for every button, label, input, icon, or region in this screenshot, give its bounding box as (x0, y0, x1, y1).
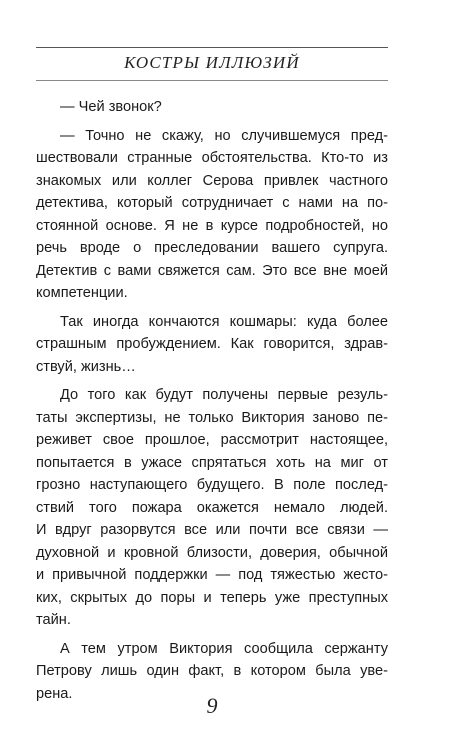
text-line: детектива, который сотрудничает с нами на по- (36, 195, 388, 211)
page-number: 9 (206, 693, 218, 718)
paragraph (36, 125, 388, 305)
text-line: и привычной поддержки — под тяжестью жесто- (36, 567, 388, 583)
text-line: речь вроде о преследовании вашего супруга. (36, 240, 388, 256)
paragraph (36, 96, 388, 119)
text-line: Детектив с вами свяжется сам. Это все вне моей (36, 262, 388, 279)
text-line: шествовали странные обстоятельства. Кто-то из (36, 150, 388, 166)
text-line: грозно наступающего будущего. В поле послед- (36, 477, 388, 493)
text-line: рена. (36, 685, 73, 702)
text-line: А тем утром Виктория сообщила сержанту (60, 640, 388, 657)
text-line: знакомых или коллег Серова привлек частного (36, 172, 388, 189)
text-line: страшным пробуждением. Как говорится, здрав- (36, 336, 388, 352)
header-top-rule (36, 47, 388, 48)
text-line: — Чей звонок? (60, 99, 162, 115)
text-line: ких, скрытых до поры и теперь уже преступных (36, 589, 388, 606)
text-line: Так иногда кончаются кошмары: куда более (60, 313, 388, 330)
text-line: попытается в ужасе спрятаться хоть на миг от (36, 454, 388, 471)
text-line: стоянной основе. Я не в курсе подробностей, но (36, 217, 388, 234)
text-line: И вдруг разорвутся все или почти все связи — (36, 522, 388, 538)
text-line: Петрову лишь один факт, в котором была уве- (36, 663, 388, 679)
text-line: таты экспертизы, не только Виктория заново пе- (36, 409, 388, 426)
text-line: компетенции. (36, 285, 128, 301)
paragraph (36, 384, 388, 632)
header-bottom-rule (36, 80, 388, 81)
text-line: тайн. (36, 612, 71, 628)
text-line: ствий того пожара окажется немало людей. (36, 499, 388, 516)
body-text (36, 96, 388, 711)
running-title: КОСТРЫ ИЛЛЮЗИЙ (124, 53, 300, 72)
text-line: — Точно не скажу, но случившемуся пред- (60, 127, 388, 144)
text-line: ствуй, жизнь… (36, 358, 136, 375)
text-line: духовной и кровной близости, доверия, обычной (36, 544, 388, 561)
text-line: До того как будут получены первые резуль- (60, 387, 388, 403)
paragraph (36, 311, 388, 379)
text-line: реживет свое прошлое, рассмотрит настоящее, (36, 432, 388, 448)
